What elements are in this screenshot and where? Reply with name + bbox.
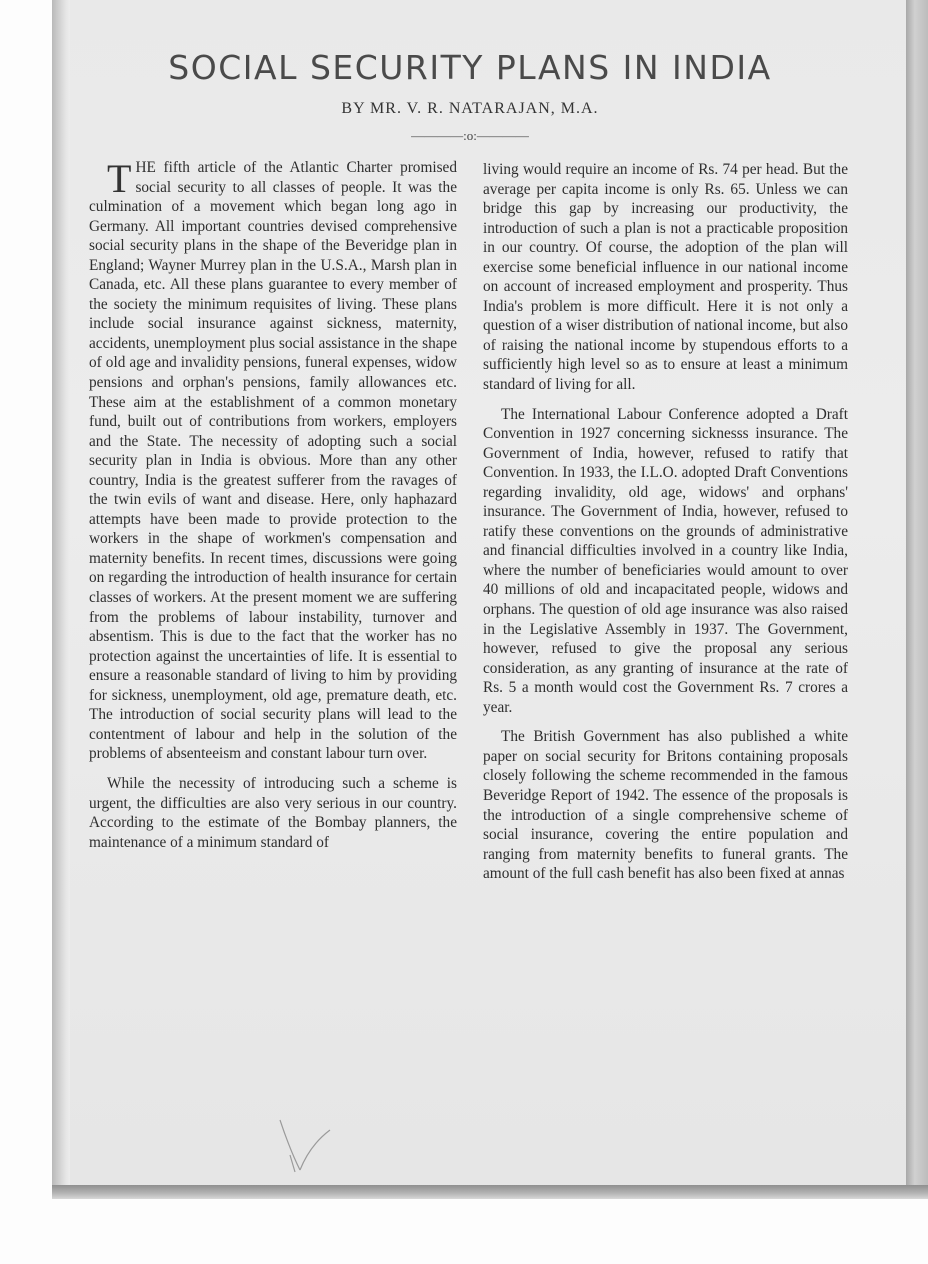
left-column [89,158,457,852]
article-title: SOCIAL SECURITY PLANS IN INDIA [168,48,772,87]
page-right-edge [906,0,928,1195]
right-paragraph-2: The International Labour Conference adopted a Draft Convention in 1927 concerning sicknesss insurance. The Government of India, however, refused to ratify that Convention. In 1933, the I.L.O. adopted Draft Conventions regarding invalidity, old age, widows' and orphans' insurance. The Government of India, however, refused to ratify these conventions on the grounds of administrative and financial difficulties involved in a country like India, where the number of beneficiaries would amount to over 40 millions of old and incapacitated people, widows and orphans. The question of old age insurance was also raised in the Legislative Assembly in 1937. The Government, however, refused to give the proposal any serious consideration, as any granting of insurance at the rate of Rs. 5 a month would cost the Government Rs. 7 crores a year. [483,405,848,716]
right-column [483,160,848,884]
left-paragraph-1 [89,158,457,764]
pencil-mark [270,1110,350,1180]
title-divider: ————:o:———— [411,128,529,143]
page-left-shadow [52,0,72,1195]
drop-cap: T [107,156,132,201]
left-paragraph-2: While the necessity of introducing such a scheme is urgent, the difficulties are also very serious in our country. According to the estimate of the Bombay planners, the maintenance of a minimum standard of [89,774,457,851]
right-paragraph-1: living would require an income of Rs. 74 per head. But the average per capita income is only Rs. 65. Unless we can bridge this gap by increasing our productivity, the introduction of such a plan is not a practicable proposition in our country. Of course, the adoption of the plan will exercise some beneficial influence in our national income on account of increased employment and prosperity. Thus India's problem is more difficult. Here it is not only a question of a wiser distribution of national income, but also of raising the national income by stupendous efforts to a sufficiently high level so as to ensure at least a minimum standard of living for all. [483,161,848,394]
page-bottom-edge [52,1185,928,1199]
article-byline: BY MR. V. R. NATARAJAN, M.A. [341,100,599,117]
left-paragraph-1-text: HE fifth article of the Atlantic Charter promised social security to all classes of people. It was the culmination of a movement which began long ago in Germany. All important countries devised comprehensive social security plans in the shape of the Beveridge plan in England; Wayner Murrey plan in the U.S.A., Marsh plan in Canada, etc. All these plans guarantee to every member of the society the minimum requisites of living. These plans include social insurance against sickness, maternity, accidents, unemployment plus social assistance in the shape of old age and invalidity pensions, funeral expenses, widow pensions and orphan's pensions, family allowances etc. These aim at the establishment of a common monetary fund, built out of contributions from workers, employers and the State. The necessity of adopting such a social security plan in India is obvious. More than any other country, India is the greatest sufferer from the ravages of the twin evils of want and disease. Here, only haphazard attempts have been made to provide protection to the workers in the shape of workmen's compensation and maternity benefits. In recent times, discussions were going on regarding the introduction of health insurance for certain classes of workers. At the present moment we are suffering from the problems of labour instability, turnover and absentism. This is due to the fact that the worker has no protection against the uncertainties of life. It is essential to ensure a reasonable standard of living to him by providing for sickness, unemployment, old age, premature death, etc. The introduction of social security plans will lead to the contentment of labour and help in the solution of the problems of absenteeism and constant labour turn over. [89,159,457,763]
right-paragraph-3: The British Government has also published a white paper on social security for Britons containing proposals closely following the scheme recommended in the famous Beveridge Report of 1942. The essence of the proposals is the introduction of a single comprehensive scheme of social insurance, covering the entire population and ranging from maternity benefits to funeral grants. The amount of the full cash benefit has also been fixed at annas [483,728,848,883]
